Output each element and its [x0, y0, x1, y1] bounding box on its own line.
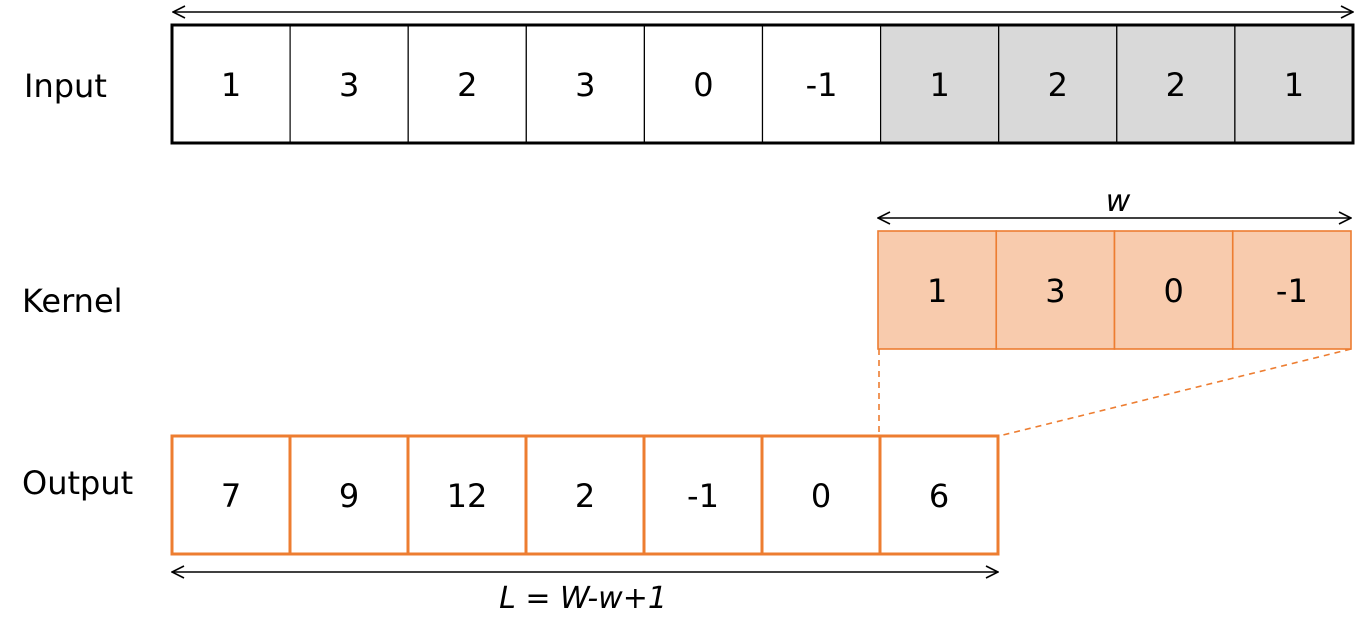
input-cell-value-8: 2	[1165, 66, 1187, 104]
input-cell-value-3: 3	[575, 66, 596, 104]
kernel-width-label: w	[1105, 184, 1131, 219]
kernel-row	[878, 231, 1351, 349]
output-cell-value-5: 0	[810, 477, 832, 515]
output-cell-value-3: 2	[574, 477, 596, 515]
kernel-cell-value-3: -1	[1275, 272, 1308, 310]
input-cell-value-6: 1	[929, 66, 950, 104]
output-cell-value-1: 9	[338, 477, 360, 515]
input-cell-value-7: 2	[1047, 66, 1068, 104]
input-cell-value-1: 3	[338, 66, 360, 104]
projection-line-right	[999, 349, 1351, 436]
input-row	[172, 25, 1353, 143]
output-label: Output	[22, 464, 134, 502]
input-cell-value-9: 1	[1283, 66, 1305, 104]
output-cell-value-6: 6	[928, 477, 950, 515]
input-cell-value-0: 1	[220, 66, 242, 104]
kernel-cell-value-2: 0	[1163, 272, 1184, 310]
output-row	[172, 436, 998, 554]
output-cell-value-4: -1	[687, 477, 719, 515]
input-cell-value-4: 0	[693, 66, 714, 104]
output-cell-value-0: 7	[220, 477, 242, 515]
kernel-cell-value-1: 3	[1045, 272, 1066, 310]
kernel-label: Kernel	[22, 282, 123, 320]
output-length-label: L = W-w+1	[499, 581, 667, 616]
input-cell-value-2: 2	[457, 66, 478, 104]
input-label: Input	[24, 67, 107, 105]
kernel-cell-value-0: 1	[926, 272, 948, 310]
output-cell-value-2: 12	[446, 477, 488, 515]
input-cell-value-5: -1	[805, 66, 838, 104]
